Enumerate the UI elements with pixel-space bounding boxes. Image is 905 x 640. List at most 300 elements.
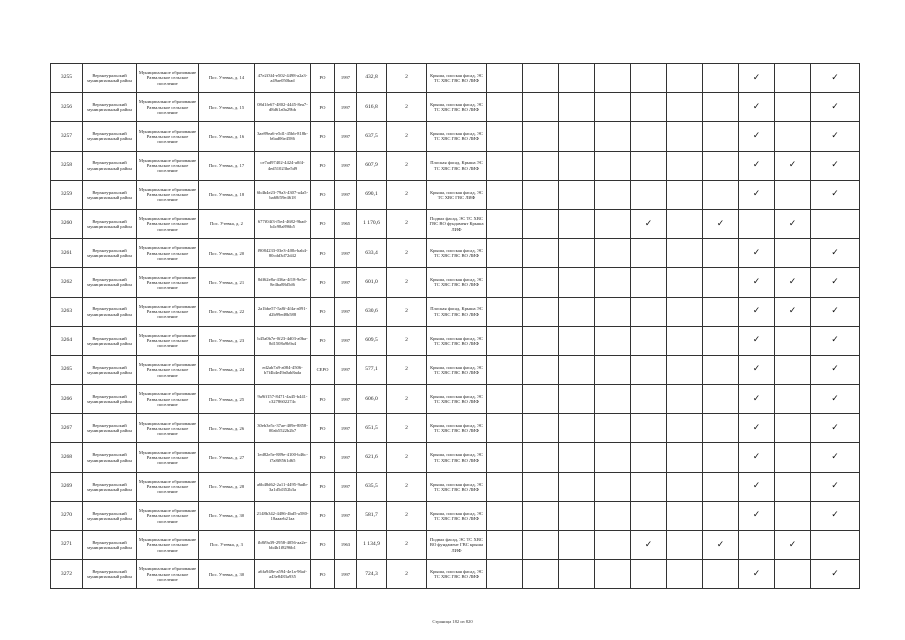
settlement-cell: Муниципальное образование Развальское сельское поселение (137, 209, 199, 238)
work-type-cell (631, 151, 667, 180)
work-type-cell (703, 209, 739, 238)
address-cell: Пос. Утевка, д. 22 (199, 297, 255, 326)
work-type-cell (631, 297, 667, 326)
work-type-cell (775, 209, 811, 238)
work-type-cell (811, 414, 860, 443)
floors-cell: 2 (387, 560, 427, 589)
checkmark-icon: ✓ (752, 510, 761, 521)
table-row (51, 180, 860, 209)
work-type-cell (595, 414, 631, 443)
work-type-cell (775, 326, 811, 355)
work-type-cell (775, 239, 811, 268)
wall-material-cell: РО (311, 414, 335, 443)
work-type-cell (703, 560, 739, 589)
work-type-cell (775, 414, 811, 443)
work-type-cell (631, 180, 667, 209)
work-type-cell (739, 180, 775, 209)
building-uuid-cell: a6b48d62-2a11-4495-9adb-3a1d5d352b3a (255, 472, 311, 501)
area-cell: 651,5 (357, 414, 387, 443)
table-row (51, 326, 860, 355)
repair-works-cell: Крыша, плоская фасад, ЭС ТС ХВС ГВС ВО ЛИФ (427, 326, 487, 355)
work-type-cell (631, 93, 667, 122)
build-year-cell: 1997 (335, 180, 357, 209)
work-type-cell (703, 501, 739, 530)
wall-material-cell: РО (311, 209, 335, 238)
work-type-cell (739, 355, 775, 384)
work-type-cell (595, 151, 631, 180)
settlement-cell: Муниципальное образование Развальское сельское поселение (137, 414, 199, 443)
work-type-cell (487, 501, 523, 530)
district-cell: Верхнеуральский муниципальный район (83, 414, 137, 443)
work-type-cell (595, 560, 631, 589)
work-type-cell (811, 355, 860, 384)
district-cell: Верхнеуральский муниципальный район (83, 297, 137, 326)
work-type-cell (703, 64, 739, 93)
settlement-cell: Муниципальное образование Развальское сельское поселение (137, 355, 199, 384)
area-cell: 633,4 (357, 239, 387, 268)
wall-material-cell: РО (311, 472, 335, 501)
building-uuid-cell: b45a0b7e-0f23-4d03-a0ba-8d1508a9b9a4 (255, 326, 311, 355)
work-type-cell (667, 531, 703, 560)
repair-works-cell: Крыша, плоская фасад, ЭС ТС ХВС ГВС ВО ЛИФ (427, 355, 487, 384)
work-type-cell (667, 560, 703, 589)
work-type-cell (667, 355, 703, 384)
work-type-cell (523, 560, 559, 589)
area-cell: 621,6 (357, 443, 387, 472)
work-type-cell (631, 414, 667, 443)
work-type-cell (703, 93, 739, 122)
work-type-cell (775, 180, 811, 209)
build-year-cell: 1997 (335, 151, 357, 180)
work-type-cell (811, 443, 860, 472)
build-year-cell: 1997 (335, 93, 357, 122)
building-uuid-cell: f9084233-03e3-4f0b-bab4-80cdd3d72d42 (255, 239, 311, 268)
work-type-cell (811, 151, 860, 180)
work-type-cell (667, 501, 703, 530)
area-cell: 637,5 (357, 122, 387, 151)
table-row (51, 239, 860, 268)
area-cell: 690,1 (357, 180, 387, 209)
building-uuid-cell: 677f04f3-f5e4-4682-9bad-b4c98a896b5 (255, 209, 311, 238)
settlement-cell: Муниципальное образование Развальское сельское поселение (137, 385, 199, 414)
building-uuid-cell: 30eb3e5c-37ae-409e-8858-00ab5522b2b7 (255, 414, 311, 443)
wall-material-cell: РО (311, 385, 335, 414)
work-type-cell (811, 209, 860, 238)
address-cell: Пос. Утевка, д. 23 (199, 326, 255, 355)
work-type-cell (595, 122, 631, 151)
wall-material-cell: РО (311, 93, 335, 122)
build-year-cell: 1997 (335, 268, 357, 297)
work-type-cell (559, 239, 595, 268)
work-type-cell (595, 64, 631, 93)
district-cell: Верхнеуральский муниципальный район (83, 501, 137, 530)
wall-material-cell: РО (311, 180, 335, 209)
work-type-cell (559, 209, 595, 238)
work-type-cell (559, 180, 595, 209)
address-cell: Пос. Утевка, д. 28 (199, 472, 255, 501)
work-type-cell (595, 472, 631, 501)
checkmark-icon: ✓ (752, 72, 761, 83)
work-type-cell (487, 560, 523, 589)
repair-works-cell: Крыша, плоская фасад, ЭС ТС ХВС ГВС ВО ЛИФ (427, 239, 487, 268)
work-type-cell (487, 64, 523, 93)
work-type-cell (739, 209, 775, 238)
checkmark-icon: ✓ (752, 422, 761, 433)
table-row (51, 531, 860, 560)
district-cell: Верхнеуральский муниципальный район (83, 385, 137, 414)
work-type-cell (667, 472, 703, 501)
checkmark-icon: ✓ (831, 422, 839, 433)
floors-cell: 2 (387, 297, 427, 326)
settlement-cell: Муниципальное образование Развальское сельское поселение (137, 560, 199, 589)
floors-cell: 2 (387, 443, 427, 472)
work-type-cell (523, 93, 559, 122)
build-year-cell: 1997 (335, 122, 357, 151)
floors-cell: 2 (387, 385, 427, 414)
table-row (51, 151, 860, 180)
area-cell: 616,8 (357, 93, 387, 122)
work-type-cell (523, 531, 559, 560)
checkmark-icon: ✓ (644, 218, 653, 229)
building-uuid-cell: fb8f9a39-2958-4056-aa2e-bb4b1f8296b1 (255, 531, 311, 560)
record-id-cell: 3271 (51, 531, 83, 560)
repair-works-cell: Крыша, плоская фасад, ЭС ТС ХВС ГВС ВО ЛИФ (427, 64, 487, 93)
work-type-cell (667, 180, 703, 209)
wall-material-cell: РО (311, 501, 335, 530)
work-type-cell (811, 93, 860, 122)
work-type-cell (811, 180, 860, 209)
settlement-cell: Муниципальное образование Развальское сельское поселение (137, 472, 199, 501)
area-cell: 630,6 (357, 297, 387, 326)
work-type-cell (703, 122, 739, 151)
floors-cell: 2 (387, 472, 427, 501)
checkmark-icon: ✓ (831, 568, 839, 579)
work-type-cell (739, 326, 775, 355)
work-type-cell (703, 151, 739, 180)
work-type-cell (595, 443, 631, 472)
checkmark-icon: ✓ (752, 452, 761, 463)
work-type-cell (667, 443, 703, 472)
record-id-cell: 3255 (51, 64, 83, 93)
checkmark-icon: ✓ (831, 510, 839, 521)
work-type-cell (667, 122, 703, 151)
work-type-cell (739, 297, 775, 326)
district-cell: Верхнеуральский муниципальный район (83, 472, 137, 501)
work-type-cell (595, 326, 631, 355)
work-type-cell (811, 268, 860, 297)
checkmark-icon: ✓ (752, 335, 761, 346)
work-type-cell (631, 326, 667, 355)
building-uuid-cell: a6fa948e-a594-4e1a-96af-a43e8483a935 (255, 560, 311, 589)
work-type-cell (487, 239, 523, 268)
district-cell: Верхнеуральский муниципальный район (83, 531, 137, 560)
work-type-cell (559, 531, 595, 560)
table-row (51, 472, 860, 501)
building-uuid-cell: 08d1fe67-4802-4445-8ea7-d8d61a0a29bb (255, 93, 311, 122)
build-year-cell: 1997 (335, 560, 357, 589)
work-type-cell (631, 64, 667, 93)
wall-material-cell: РО (311, 122, 335, 151)
district-cell: Верхнеуральский муниципальный район (83, 122, 137, 151)
settlement-cell: Муниципальное образование Развальское сельское поселение (137, 180, 199, 209)
work-type-cell (487, 414, 523, 443)
repair-works-cell: Крыша, плоская фасад, ЭС ТС ХВС ГВС ВО ЛИФ (427, 122, 487, 151)
floors-cell: 2 (387, 93, 427, 122)
work-type-cell (595, 531, 631, 560)
area-cell: 577,1 (357, 355, 387, 384)
record-id-cell: 3257 (51, 122, 83, 151)
work-type-cell (487, 151, 523, 180)
work-type-cell (523, 297, 559, 326)
work-type-cell (667, 64, 703, 93)
floors-cell: 2 (387, 531, 427, 560)
work-type-cell (703, 239, 739, 268)
building-uuid-cell: 9a9ff157-8471-4a45-b441-c3278602274c (255, 385, 311, 414)
settlement-cell: Муниципальное образование Развальское сельское поселение (137, 501, 199, 530)
build-year-cell: 1997 (335, 414, 357, 443)
record-id-cell: 3260 (51, 209, 83, 238)
address-cell: Пос. Утевка, д. 27 (199, 443, 255, 472)
repair-works-cell: Крыша, плоская фасад, ЭС ТС ХВС ГВС ВО ЛИФ (427, 501, 487, 530)
floors-cell: 2 (387, 501, 427, 530)
record-id-cell: 3272 (51, 560, 83, 589)
work-type-cell (631, 268, 667, 297)
district-cell: Верхнеуральский муниципальный район (83, 209, 137, 238)
work-type-cell (487, 385, 523, 414)
work-type-cell (523, 268, 559, 297)
work-type-cell (703, 385, 739, 414)
work-type-cell (631, 385, 667, 414)
table-row (51, 414, 860, 443)
checkmark-icon: ✓ (788, 160, 797, 171)
work-type-cell (775, 560, 811, 589)
address-cell: Пос. Утевка, д. 30 (199, 501, 255, 530)
repair-works-cell: Плоская фасад, Крыша ЭС ТС ХВС ГВС ВО ЛИФ (427, 297, 487, 326)
record-id-cell: 3258 (51, 151, 83, 180)
work-type-cell (523, 239, 559, 268)
work-type-cell (487, 472, 523, 501)
settlement-cell: Муниципальное образование Развальское сельское поселение (137, 64, 199, 93)
table-row (51, 93, 860, 122)
record-id-cell: 3259 (51, 180, 83, 209)
checkmark-icon: ✓ (752, 247, 761, 258)
repair-works-cell: Крыша, плоская фасад, ЭС ТС ХВС ГВС ВО ЛИФ (427, 268, 487, 297)
address-cell: Пос. Утевка, д. 30 (199, 560, 255, 589)
district-cell: Верхнеуральский муниципальный район (83, 239, 137, 268)
work-type-cell (667, 151, 703, 180)
checkmark-icon: ✓ (831, 452, 839, 463)
checkmark-icon: ✓ (788, 539, 797, 550)
work-type-cell (703, 443, 739, 472)
wall-material-cell: РО (311, 268, 335, 297)
wall-material-cell: РО (311, 64, 335, 93)
checkmark-icon: ✓ (752, 130, 761, 141)
work-type-cell (775, 355, 811, 384)
build-year-cell: 1963 (335, 531, 357, 560)
work-type-cell (595, 209, 631, 238)
area-cell: 601,0 (357, 268, 387, 297)
district-cell: Верхнеуральский муниципальный район (83, 326, 137, 355)
work-type-cell (523, 501, 559, 530)
housing-register-table (50, 63, 860, 589)
work-type-cell (595, 180, 631, 209)
building-uuid-cell: ce7ad97402-4424-a0f4-4ed51023be5d9 (255, 151, 311, 180)
address-cell: Пос. Утевка, д. 3 (199, 531, 255, 560)
work-type-cell (775, 122, 811, 151)
work-type-cell (595, 93, 631, 122)
building-uuid-cell: 8df62e8a-436a-4f18-9e5e-8e4ba88d5d6 (255, 268, 311, 297)
work-type-cell (703, 180, 739, 209)
settlement-cell: Муниципальное образование Развальское сельское поселение (137, 326, 199, 355)
work-type-cell (487, 93, 523, 122)
floors-cell: 2 (387, 355, 427, 384)
floors-cell: 2 (387, 64, 427, 93)
checkmark-icon: ✓ (752, 160, 761, 171)
building-uuid-cell: 47e2f3f4-e502-4498-a2a3-a49ae050bad (255, 64, 311, 93)
floors-cell: 2 (387, 151, 427, 180)
work-type-cell (811, 501, 860, 530)
floors-cell: 2 (387, 414, 427, 443)
record-id-cell: 3261 (51, 239, 83, 268)
wall-material-cell: РО (311, 151, 335, 180)
work-type-cell (739, 472, 775, 501)
work-type-cell (775, 151, 811, 180)
address-cell: Пос. Утевка, д. 14 (199, 64, 255, 93)
checkmark-icon: ✓ (752, 306, 761, 317)
work-type-cell (811, 297, 860, 326)
record-id-cell: 3266 (51, 385, 83, 414)
work-type-cell (631, 122, 667, 151)
work-type-cell (811, 472, 860, 501)
work-type-cell (775, 472, 811, 501)
work-type-cell (667, 297, 703, 326)
work-type-cell (739, 531, 775, 560)
building-uuid-cell: 2a1bbe57-5a8f-4f4a-a091-d2b99ed8b588 (255, 297, 311, 326)
build-year-cell: 1965 (335, 209, 357, 238)
work-type-cell (811, 560, 860, 589)
settlement-cell: Муниципальное образование Развальское сельское поселение (137, 239, 199, 268)
work-type-cell (703, 268, 739, 297)
work-type-cell (703, 414, 739, 443)
area-cell: 432,8 (357, 64, 387, 93)
work-type-cell (487, 180, 523, 209)
repair-works-cell: Плоская фасад, Крыша ЭС ТС ХВС ГВС ВО ЛИФ (427, 151, 487, 180)
work-type-cell (703, 297, 739, 326)
work-type-cell (811, 122, 860, 151)
checkmark-icon: ✓ (831, 481, 839, 492)
checkmark-icon: ✓ (831, 130, 839, 141)
work-type-cell (523, 472, 559, 501)
checkmark-icon: ✓ (831, 247, 839, 258)
build-year-cell: 1997 (335, 297, 357, 326)
settlement-cell: Муниципальное образование Развальское сельское поселение (137, 297, 199, 326)
area-cell: 1 170,6 (357, 209, 387, 238)
repair-works-cell: Крыша, плоская фасад, ЭС ТС ХВС ГВС ЛИФ (427, 180, 487, 209)
repair-works-cell: Крыша, плоская фасад, ЭС ТС ХВС ГВС ВО ЛИФ (427, 414, 487, 443)
work-type-cell (739, 560, 775, 589)
checkmark-icon: ✓ (644, 539, 653, 550)
work-type-cell (523, 443, 559, 472)
work-type-cell (559, 326, 595, 355)
checkmark-icon: ✓ (752, 481, 761, 492)
wall-material-cell: СЕРО (311, 355, 335, 384)
table-row (51, 501, 860, 530)
table-row (51, 443, 860, 472)
work-type-cell (487, 209, 523, 238)
address-cell: Пос. Утевка, д. 16 (199, 122, 255, 151)
settlement-cell: Муниципальное образование Развальское сельское поселение (137, 268, 199, 297)
work-type-cell (595, 501, 631, 530)
work-type-cell (523, 355, 559, 384)
wall-material-cell: РО (311, 443, 335, 472)
address-cell: Пос. Утевка, д. 25 (199, 385, 255, 414)
floors-cell: 2 (387, 180, 427, 209)
work-type-cell (559, 501, 595, 530)
work-type-cell (775, 501, 811, 530)
floors-cell: 2 (387, 122, 427, 151)
work-type-cell (595, 297, 631, 326)
district-cell: Верхнеуральский муниципальный район (83, 268, 137, 297)
repair-works-cell: Подвал фасад, ЭС ТС ХВС ГВС ВО фундамент Крыша ЛИФ (427, 209, 487, 238)
checkmark-icon: ✓ (752, 189, 761, 200)
table-row (51, 560, 860, 589)
wall-material-cell: РО (311, 297, 335, 326)
work-type-cell (559, 385, 595, 414)
work-type-cell (775, 297, 811, 326)
area-cell: 607,9 (357, 151, 387, 180)
record-id-cell: 3267 (51, 414, 83, 443)
work-type-cell (739, 443, 775, 472)
work-type-cell (487, 443, 523, 472)
wall-material-cell: РО (311, 239, 335, 268)
work-type-cell (559, 472, 595, 501)
work-type-cell (559, 151, 595, 180)
floors-cell: 2 (387, 239, 427, 268)
work-type-cell (703, 531, 739, 560)
checkmark-icon: ✓ (788, 276, 797, 287)
work-type-cell (775, 443, 811, 472)
area-cell: 724,3 (357, 560, 387, 589)
checkmark-icon: ✓ (752, 101, 761, 112)
work-type-cell (487, 355, 523, 384)
build-year-cell: 1997 (335, 326, 357, 355)
record-id-cell: 3264 (51, 326, 83, 355)
work-type-cell (703, 326, 739, 355)
checkmark-icon: ✓ (788, 218, 797, 229)
work-type-cell (559, 64, 595, 93)
work-type-cell (739, 93, 775, 122)
address-cell: Пос. Утевка, д. 2 (199, 209, 255, 238)
checkmark-icon: ✓ (752, 393, 761, 404)
table-row (51, 297, 860, 326)
work-type-cell (739, 239, 775, 268)
work-type-cell (631, 443, 667, 472)
table-row (51, 64, 860, 93)
build-year-cell: 1997 (335, 472, 357, 501)
district-cell: Верхнеуральский муниципальный район (83, 560, 137, 589)
area-cell: 581,7 (357, 501, 387, 530)
work-type-cell (523, 385, 559, 414)
repair-works-cell: Подвал фасад, ЭС ТС ХВС ВО фундамент ГВС крыша ЛИФ (427, 531, 487, 560)
area-cell: 635,5 (357, 472, 387, 501)
repair-works-cell: Крыша, плоская фасад, ЭС ТС ХВС ГВС ВО ЛИФ (427, 93, 487, 122)
table-row (51, 355, 860, 384)
work-type-cell (811, 239, 860, 268)
work-type-cell (667, 268, 703, 297)
work-type-cell (559, 560, 595, 589)
work-type-cell (523, 122, 559, 151)
checkmark-icon: ✓ (831, 189, 839, 200)
